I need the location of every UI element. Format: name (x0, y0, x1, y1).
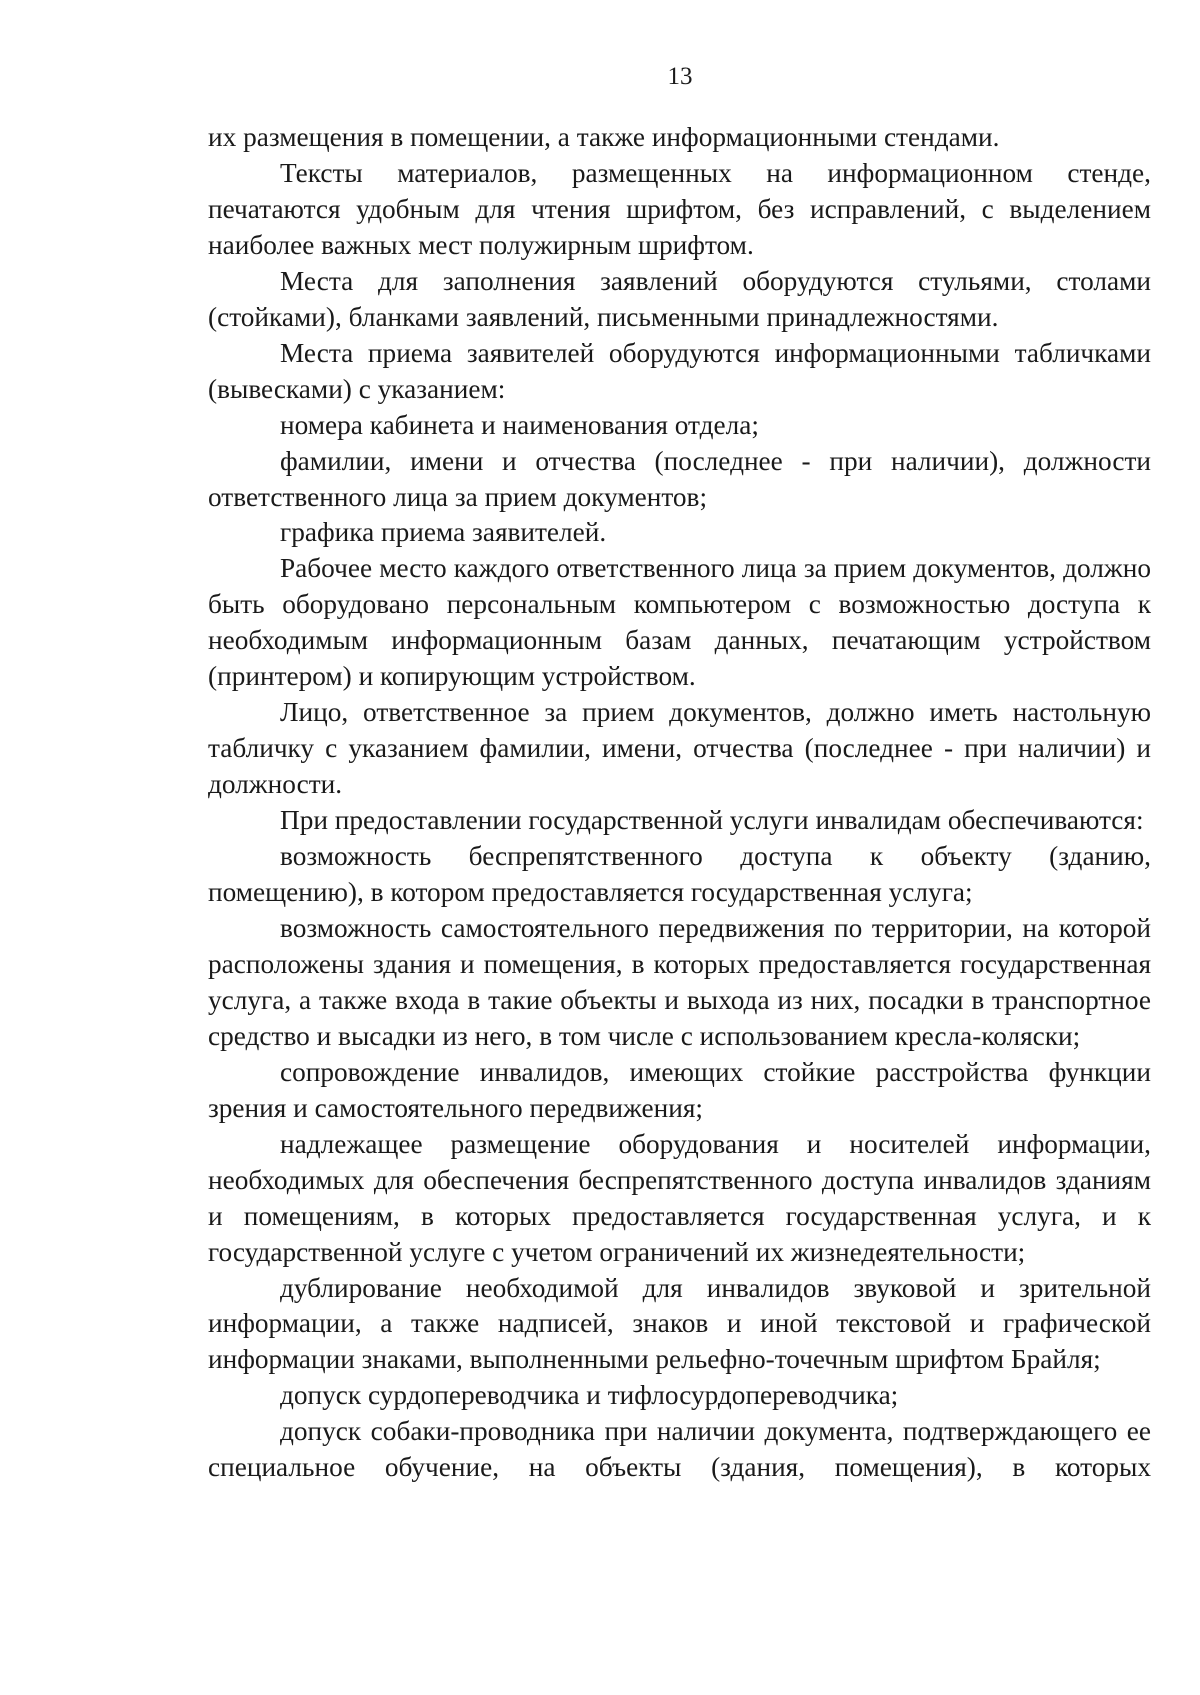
paragraph: сопровождение инвалидов, имеющих стойкие расстройства функции зрения и самостоятельного передвижения; (208, 1056, 1151, 1123)
paragraph: их размещения в помещении, а также информационными стендами. (208, 122, 1000, 152)
paragraph: фамилии, имени и отчества (последнее - при наличии), должности ответственного лица за прием документов; (208, 445, 1151, 512)
paragraph: графика приема заявителей. (280, 517, 607, 548)
paragraph: надлежащее размещение оборудования и носителей информации, необходимых для обеспечения беспрепятственного доступа инвалидов зданиям и помещениям, в которых предоставляется государственная услуга, и к государственной услуге с учетом ограничений их жизнедеятельности; (208, 1128, 1151, 1267)
paragraph: дублирование необходимой для инвалидов звуковой и зрительной информации, а также надписей, знаков и иной текстовой и графической информации знаками, выполненными рельефно-точечным шрифтом Брайля; (208, 1272, 1151, 1375)
paragraph: Тексты материалов, размещенных на информационном стенде, печатаются удобным для чтения шрифтом, без исправлений, с выделением наиболее важных мест полужирным шрифтом. (208, 157, 1151, 260)
paragraph: Места для заполнения заявлений оборудуются стульями, столами (стойками), бланками заявлений, письменными принадлежностями. (208, 265, 1151, 332)
paragraph: допуск собаки-проводника при наличии документа, подтверждающего ее специальное обучение, на объекты (здания, помещения), в которых (208, 1416, 1151, 1483)
document-body (208, 120, 1151, 1486)
paragraph: При предоставлении государственной услуги инвалидам обеспечиваются: (280, 805, 1144, 836)
paragraph: Рабочее место каждого ответственного лица за прием документов, должно быть оборудовано персональным компьютером с возможностью доступа к необходимым информационным базам данных, печатающим устройством (принтером) и копирующим устройством. (208, 553, 1151, 692)
paragraph: Лицо, ответственное за прием документов, должно иметь настольную табличку с указанием фамилии, имени, отчества (последнее - при наличии) и должности. (208, 697, 1151, 800)
paragraph: возможность самостоятельного передвижения по территории, на которой расположены здания и помещения, в которых предоставляется государственная услуга, а также входа в такие объекты и выхода из них, посадки в транспортное средство и высадки из него, в том числе с использованием кресла-коляски; (208, 912, 1151, 1051)
paragraph: допуск сурдопереводчика и тифлосурдопереводчика; (280, 1380, 899, 1411)
paragraph: возможность беспрепятственного доступа к объекту (зданию, помещению), в котором предоставляется государственная услуга; (208, 841, 1151, 908)
page-number: 13 (667, 63, 693, 90)
paragraph: Места приема заявителей оборудуются информационными табличками (вывесками) с указанием: (208, 337, 1151, 404)
paragraph: номера кабинета и наименования отдела; (280, 409, 759, 440)
